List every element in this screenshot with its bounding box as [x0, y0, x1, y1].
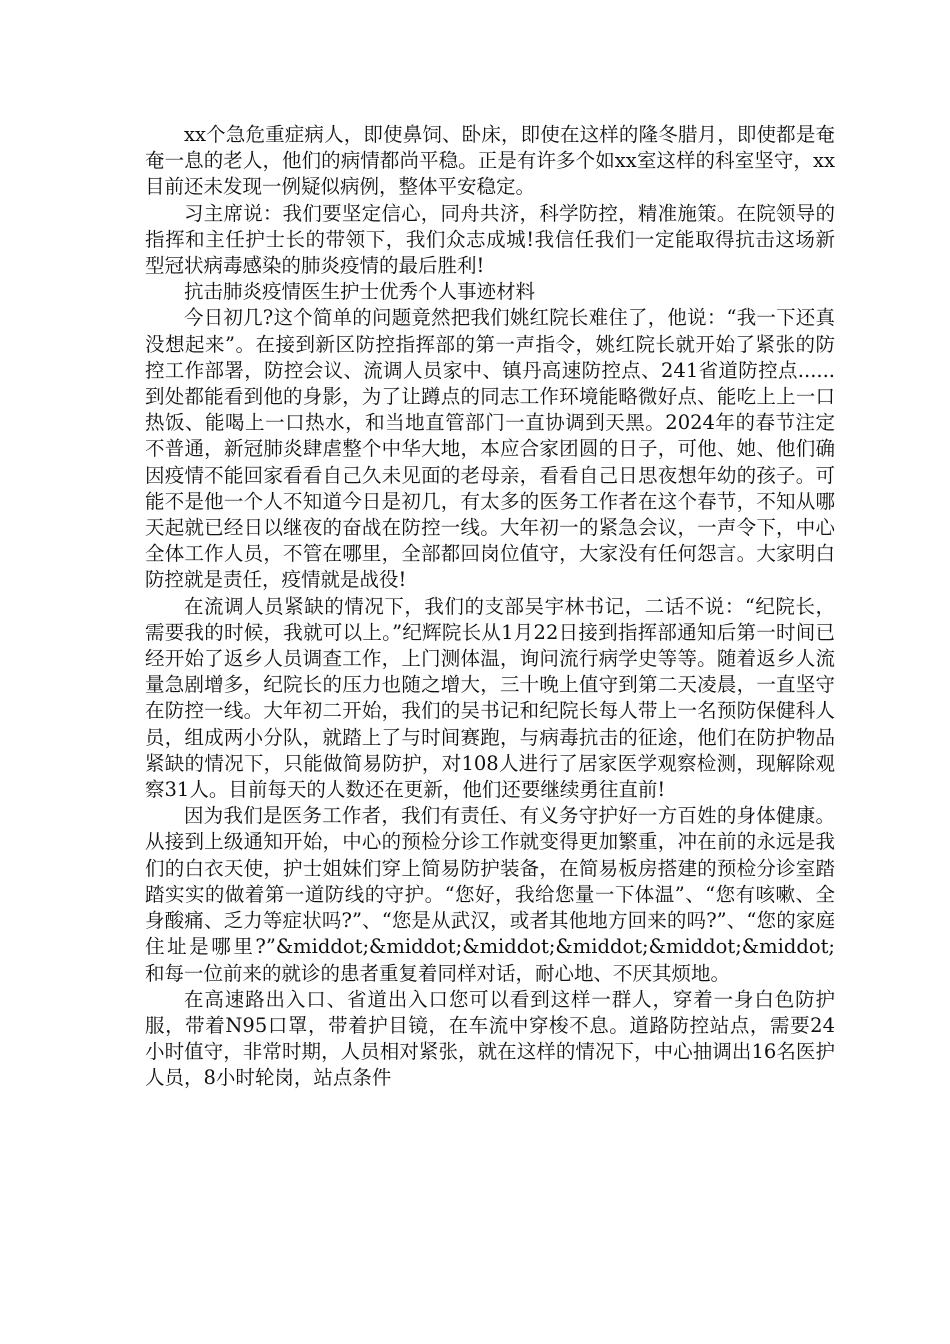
- section-title: 抗击肺炎疫情医生护士优秀个人事迹材料: [184, 280, 536, 304]
- paragraph-wu-yulin: 在流调人员紧缺的情况下，我们的支部吴宇林书记，二话不说：“纪院长，需要我的时候，我就可以上。”纪辉院长从1月22日接到指挥部通知后第一时间已经开始了返乡人员调查工作，上门测体温，询问流行病学史等等。随着返乡人流量急剧增多，纪院长的压力也随之增大，三十晚上值守到第二天凌晨，一直坚守在防控一线。大年初二开始，我们的吴书记和纪院长每人带上一名预防保健科人员，组成两小分队，就踏上了与时间赛跑，与病毒抗击的征途，他们在防护物品紧缺的情况下，只能做简易防护，对108人进行了居家医学观察检测，现解除观察31人。目前每天的人数还在更新，他们还要继续勇往直前!: [145, 594, 835, 802]
- paragraph-highway-checkpoint: 在高速路出入口、省道出入口您可以看到这样一群人，穿着一身白色防护服，带着N95口罩，带着护目镜，在车流中穿梭不息。道路防控站点，需要24小时值守，非常时期，人员相对紧张，就在这样的情况下，中心抽调出16名医护人员，8小时轮岗，站点条件: [145, 987, 835, 1090]
- document-page: [145, 122, 835, 1092]
- paragraph-critical-patients: xx个急危重症病人，即使鼻饲、卧床，即使在这样的隆冬腊月，即使都是奄奄一息的老人，他们的病情都尚平稳。正是有许多个如xx室这样的科室坚守，xx目前还未发现一例疑似病例，整体平安稳定。: [145, 123, 835, 199]
- paragraph-triage: 因为我们是医务工作者，我们有责任、有义务守护好一方百姓的身体健康。从接到上级通知开始，中心的预检分诊工作就变得更加繁重，冲在前的永远是我们的白衣天使，护士姐妹们穿上简易防护装备，在简易板房搭建的预检分诊室踏踏实实的做着第一道防线的守护。“您好，我给您量一下体温”、“您有咳嗽、全身酸痛、乏力等症状吗?”、“您是从武汉，或者其他地方回来的吗?”、“您的家庭住址是哪里?”&middot;&middot;&middot;&middot;&middot;&middot;和每一位前来的就诊的患者重复着同样对话，耐心地、不厌其烦地。: [145, 804, 835, 985]
- paragraph-xi-quote: 习主席说：我们要坚定信心，同舟共济，科学防控，精准施策。在院领导的指挥和主任护士长的带领下，我们众志成城!我信任我们一定能取得抗击这场新型冠状病毒感染的肺炎疫情的最后胜利!: [145, 201, 835, 278]
- paragraph-yao-hong: 今日初几?这个简单的问题竟然把我们姚红院长难住了，他说：“我一下还真没想起来”。在接到新区防控指挥部的第一声指令，姚红院长就开始了紧张的防控工作部署，防控会议、流调人员家中、镇丹高速防控点、241省道防控点......到处都能看到他的身影，为了让蹲点的同志工作环境能略微好点、能吃上上一口热饭、能喝上一口热水，和当地直管部门一直协调到天黑。2024年的春节注定不普通，新冠肺炎肆虐整个中华大地，本应合家团圆的日子，可他、她、他们确因疫情不能回家看看自己久未见面的老母亲，看看自己日思夜想年幼的孩子。可能不是他一个人不知道今日是初几，有太多的医务工作者在这个春节，不知从哪天起就已经日以继夜的奋战在防控一线。大年初一的紧急会议，一声令下，中心全体工作人员，不管在哪里，全部都回岗位值守，大家没有任何怨言。大家明白防控就是责任，疫情就是战役!: [145, 306, 835, 592]
